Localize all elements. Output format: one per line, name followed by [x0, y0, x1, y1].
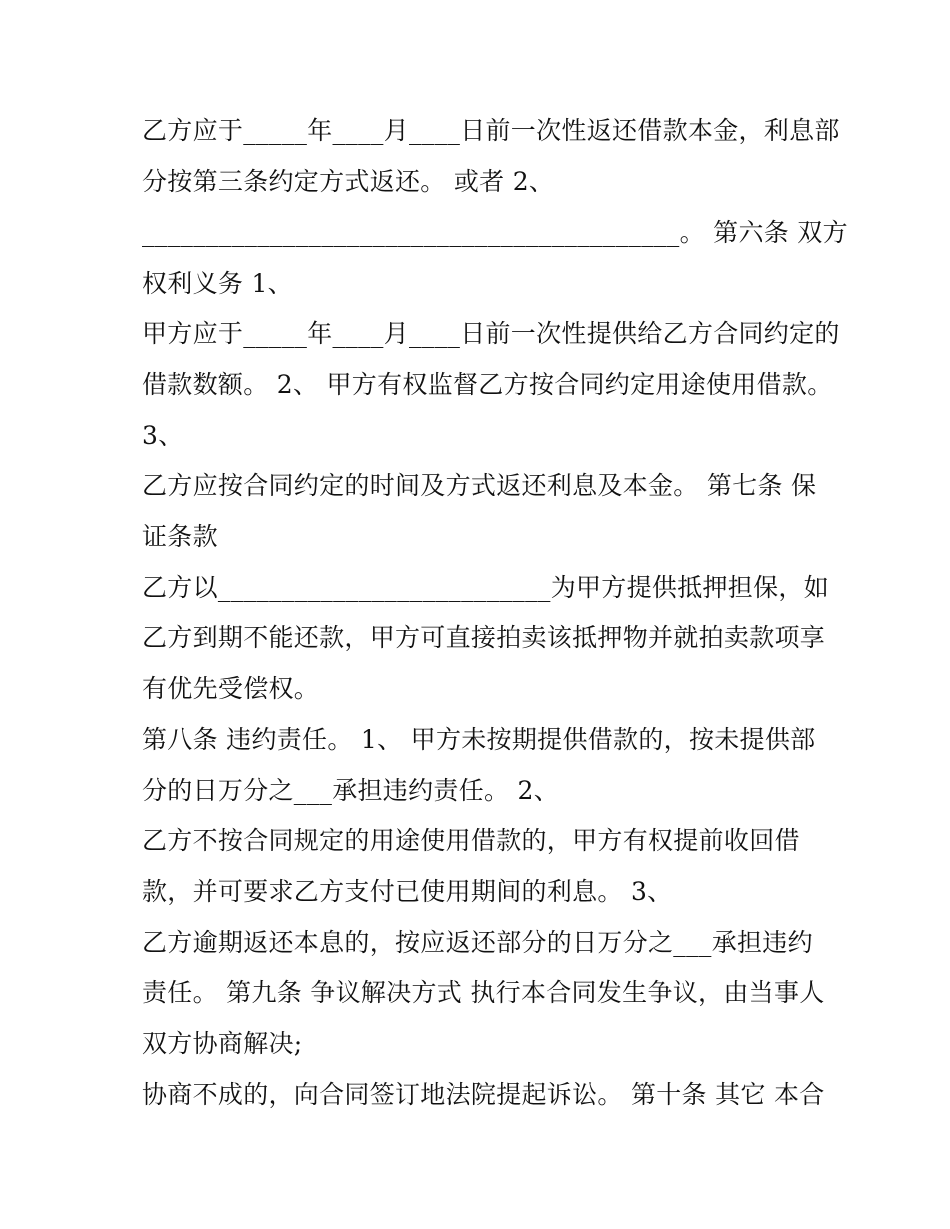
text-line: 协商不成的，向合同签订地法院提起诉讼。 第十条 其它 本合: [142, 1080, 825, 1109]
text-line: 乙方逾期返还本息的，按应返还部分的日万分之___承担违约: [142, 928, 813, 957]
text-line: 乙方以__________________________为甲方提供抵押担保，如: [142, 573, 830, 602]
text-line: 分的日万分之___承担违约责任。 2、: [142, 776, 560, 805]
text-line: 证条款: [142, 522, 218, 551]
text-line: 款，并可要求乙方支付已使用期间的利息。 3、: [142, 877, 673, 906]
text-line: 借款数额。 2、 甲方有权监督乙方按合同约定用途使用借款。: [142, 370, 833, 399]
text-line: 分按第三条约定方式返还。 或者 2、: [142, 167, 555, 196]
text-line: 乙方不按合同规定的用途使用借款的，甲方有权提前收回借: [142, 826, 800, 855]
text-line: 乙方应按合同约定的时间及方式返还利息及本金。 第七条 保: [142, 471, 817, 500]
text-line: 3、: [142, 421, 184, 450]
text-line: 有优先受偿权。: [142, 674, 320, 703]
text-line: 双方协商解决;: [142, 1029, 303, 1058]
text-line: 责任。 第九条 争议解决方式 执行本合同发生争议，由当事人: [142, 978, 825, 1007]
text-line: 甲方应于_____年____月____日前一次性提供给乙方合同约定的: [142, 319, 840, 348]
text-line: 第八条 违约责任。 1、 甲方未按期提供借款的，按未提供部: [142, 725, 816, 754]
text-line: 乙方到期不能还款，甲方可直接拍卖该抵押物并就拍卖款项享: [142, 623, 826, 652]
text-line: 乙方应于_____年____月____日前一次性返还借款本金，利息部: [142, 116, 840, 145]
text-line: 权利义务 1、: [142, 269, 293, 298]
text-line: __________________________________________。 第六条 双方: [142, 218, 848, 247]
